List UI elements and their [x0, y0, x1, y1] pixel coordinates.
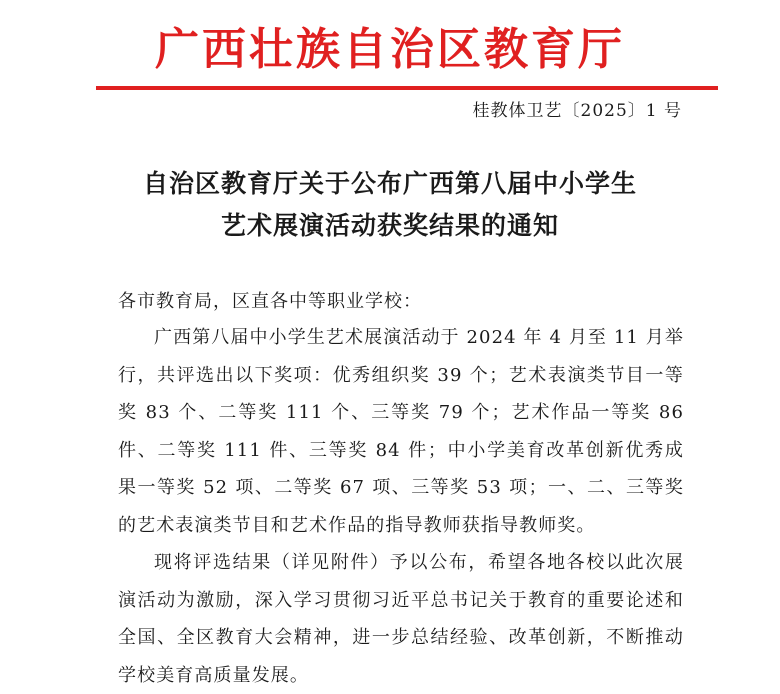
notice-body [118, 319, 684, 694]
salutation: 各市教育局，区直各中等职业学校： [118, 291, 422, 312]
body-paragraph-2: 现将评选结果（详见附件）予以公布，希望各地各校以此次展演活动为激励，深入学习贯彻习近平总书记关于教育的重要论述和全国、全区教育大会精神，进一步总结经验、改革创新，不断推动学校美育高质量发展。 [118, 552, 684, 686]
letterhead-red-rule [96, 86, 718, 90]
notice-title-line-1: 自治区教育厅关于公布广西第八届中小学生 [142, 169, 637, 198]
notice-title-line-2: 艺术展演活动获奖结果的通知 [220, 211, 559, 240]
document-number: 桂教体卫艺〔2025〕1 号 [472, 101, 682, 121]
letterhead-issuer: 广西壮族自治区教育厅 [155, 24, 625, 75]
body-paragraph-1: 广西第八届中小学生艺术展演活动于 2024 年 4 月至 11 月举行，共评选出以下奖项：优秀组织奖 39 个；艺术表演类节目一等奖 83 个、二等奖 111 个、三等奖 79 个；艺术作品一等奖 86 件、二等奖 111 件、三等奖 84 件；中小学美育改革创新优秀成果一等奖 52 项、二等奖 67 项、三等奖 53 项；一、二、三等奖的艺术表演类节目和艺术作品的指导教师获指导教师奖。 [118, 327, 684, 536]
notice-title [0, 163, 780, 247]
